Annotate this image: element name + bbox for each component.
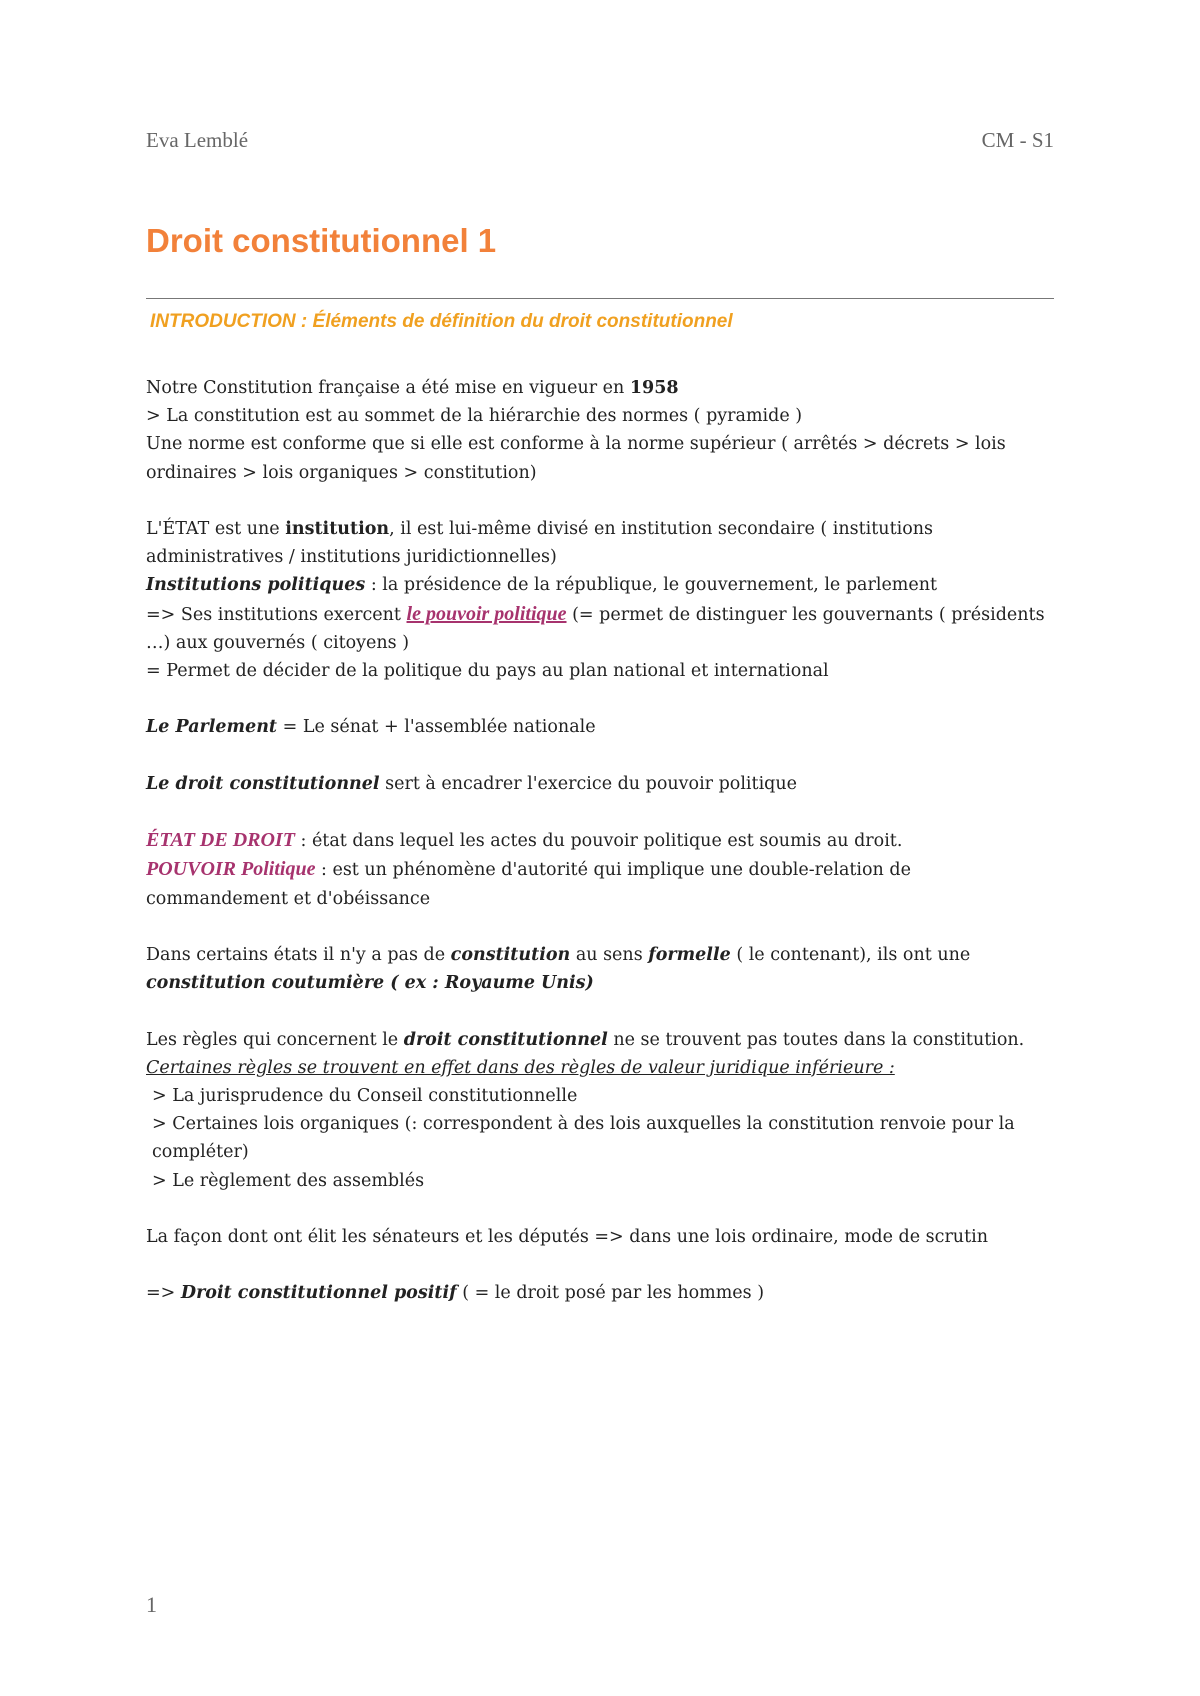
text: , il est lui-même divisé en institution secondaire ( institutions administratives / institutions juridictionnelles) [146, 519, 933, 568]
list-item: > Certaines lois organiques (: correspondent à des lois auxquelles la constitution renvoie pour la compléter) [152, 1114, 1015, 1163]
text: ( = le droit posé par les hommes ) [456, 1283, 765, 1304]
text: L'ÉTAT est une [146, 519, 286, 539]
document-body [146, 374, 1056, 1308]
text: ( le contenant), ils ont une [730, 944, 971, 965]
bold-term: Droit constitutionnel positif [180, 1283, 457, 1304]
paragraph: La façon dont ont élit les sénateurs et les députés => dans une lois ordinaire, mode de scrutin [146, 1226, 988, 1247]
text: => Ses institutions exercent [146, 604, 407, 625]
paragraph [146, 1279, 1056, 1307]
list-item: > La jurisprudence du Conseil constitutionnelle [152, 1085, 578, 1106]
text: au sens [570, 944, 649, 965]
paragraph: = Permet de décider de la politique du pays au plan national et international [146, 661, 829, 682]
paragraph [146, 941, 1056, 997]
paragraph: > La constitution est au sommet de la hiérarchie des normes ( pyramide ) [146, 406, 803, 427]
text: Dans certains états il n'y a pas de [146, 944, 451, 965]
paragraph: Une norme est conforme que si elle est conforme à la norme supérieur ( arrêtés > décrets > lois ordinaires > lois organiques > constitution) [146, 434, 1006, 483]
page-title: Droit constitutionnel 1 [146, 222, 497, 259]
paragraph [146, 1026, 1056, 1054]
text: Les règles qui concernent le [146, 1029, 404, 1050]
header-author: Eva Lemblé [146, 128, 249, 152]
header-course: CM - S1 [981, 128, 1054, 152]
bold-term: droit constitutionnel [403, 1029, 608, 1050]
text: (= permet de distinguer les gouvernants ( présidents …) aux gouvernés ( citoyens ) [146, 604, 1045, 653]
page-header [146, 128, 1054, 153]
bold-term: constitution [450, 944, 571, 965]
year: 1958 [629, 378, 679, 398]
emphasis-term: le pouvoir politique [406, 602, 567, 625]
text: sert à encadrer l'exercice du pouvoir politique [379, 773, 797, 794]
paragraph [146, 855, 1056, 912]
text: ne se trouvent pas toutes dans la constitution. [607, 1029, 1025, 1050]
bold-term: Institutions politiques [146, 575, 366, 596]
text: => [146, 1283, 181, 1304]
text: : état dans lequel les actes du pouvoir politique est soumis au droit. [294, 831, 903, 852]
text: Notre Constitution française a été mise en vigueur en [146, 378, 630, 398]
paragraph [146, 571, 1056, 599]
paragraph [146, 515, 1056, 571]
paragraph [146, 826, 1056, 855]
text: : est un phénomène d'autorité qui implique une double-relation de commandement et d'obéissance [146, 860, 911, 909]
page-number: 1 [146, 1592, 157, 1617]
paragraph [146, 600, 1056, 657]
bold-term: formelle [648, 944, 731, 965]
paragraph [146, 374, 1056, 402]
emphasis-term: ÉTAT DE DROIT [146, 829, 295, 852]
text: : la présidence de la république, le gouvernement, le parlement [365, 575, 938, 596]
text: = Le sénat + l'assemblée nationale [277, 717, 596, 738]
intro-heading: INTRODUCTION : Éléments de définition du droit constitutionnel [150, 311, 733, 332]
paragraph [146, 770, 1056, 798]
emphasis-term: POUVOIR Politique [146, 858, 316, 881]
paragraph [146, 713, 1056, 741]
bold-term: institution [285, 519, 390, 539]
bold-term: Le Parlement [146, 717, 278, 738]
bold-term: Le droit constitutionnel [146, 773, 380, 794]
paragraph: Certaines règles se trouvent en effet dans des règles de valeur juridique inférieure : [146, 1057, 895, 1078]
list-item: > Le règlement des assemblés [152, 1170, 425, 1191]
bold-term: constitution coutumière ( ex : Royaume Unis) [146, 973, 594, 994]
title-divider [146, 298, 1054, 299]
